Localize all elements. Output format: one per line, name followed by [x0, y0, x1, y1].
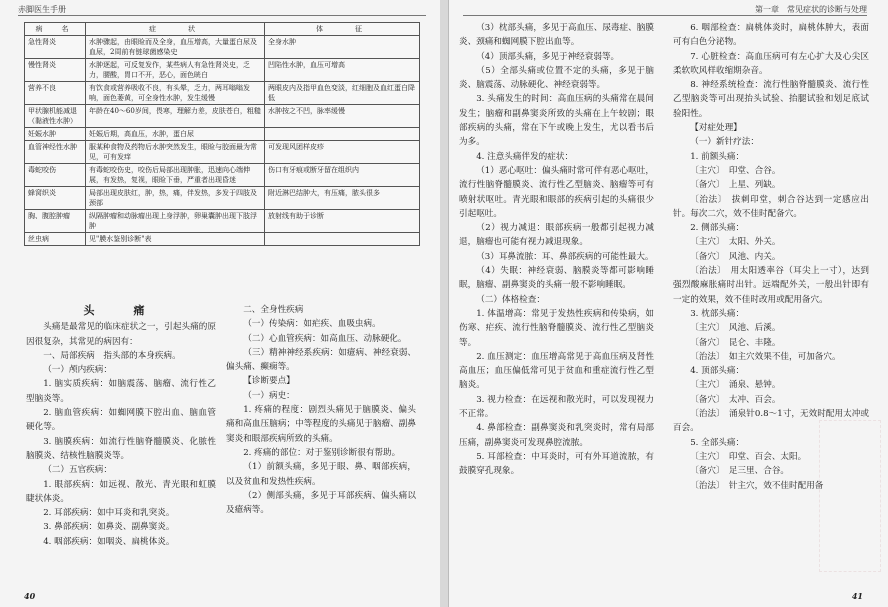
text-paragraph: 1. 脑实质疾病：如脑震荡、脑瘤、流行性乙型脑炎等。: [26, 379, 216, 404]
section-title: 头 痛: [83, 304, 159, 317]
table-cell: 放射线有助于诊断: [265, 210, 420, 233]
table-header-cell: 体 征: [265, 23, 420, 36]
text-paragraph: （一）新针疗法：: [690, 137, 759, 148]
table-cell: 凹陷性水肿，血压可增高: [265, 59, 420, 82]
text-paragraph: 〔治法〕 用太阳透率谷（耳尖上一寸），达到强烈酸麻胀痛时出针。远端配外关，一般出针即有一定的效果，效不佳时改用或配用备穴。: [673, 266, 869, 305]
right-page-number: 41: [851, 591, 863, 601]
text-paragraph: （5）全部头痛或位置不定的头痛，多见于脑炎、脑震荡、动脉硬化、神经衰弱等。: [459, 65, 654, 91]
text-paragraph: 〔治法〕 拔刺印堂，刺合谷达到一定感应出针。每次二穴，效不佳时配备穴。: [673, 194, 869, 219]
text-paragraph: 2. 疼痛的部位：对于鉴别诊断很有帮助。: [243, 447, 401, 458]
table-cell: 水肿骤起，由眼睑而及全身，血压增高，大量蛋白尿及血尿，2周前有链球菌感染史: [86, 36, 265, 59]
table-cell: 两眼皮内及指甲血色变淡，红细胞及血红蛋白降低: [265, 82, 420, 105]
text-paragraph: 〔主穴〕 涌泉、悬钟。: [690, 380, 781, 391]
text-paragraph: （2）视力减退：眼部疾病一般都引起视力减退，脑瘤也可能有视力减退现象。: [459, 223, 654, 248]
table-row: [25, 233, 420, 246]
table-cell: 营养不良: [25, 82, 86, 105]
text-paragraph: 〔治法〕 如主穴效果不佳，可加备穴。: [690, 351, 841, 362]
table-cell: 纵隔肿瘤和动脉瘤出现上身浮肿，卵巢囊肿出现下肢浮肿: [86, 210, 265, 233]
table-cell: 附近淋巴结肿大，有压痛，脓头很多: [265, 187, 420, 210]
table-cell: 胸、腹腔肿瘤: [25, 210, 86, 233]
text-paragraph: 〔备穴〕 上星、列缺。: [690, 180, 781, 191]
text-paragraph: 5. 全部头痛：: [690, 437, 745, 448]
table-cell: 丝虫病: [25, 233, 86, 246]
table-cell: 可发现风团样皮疹: [265, 141, 420, 164]
text-paragraph: 【诊断要点】: [243, 376, 295, 387]
left-page: [0, 0, 441, 607]
table-cell: 蜂窝织炎: [25, 187, 86, 210]
text-paragraph: 二、全身性疾病: [243, 305, 304, 315]
text-paragraph: 〔备穴〕 足三里、合谷。: [690, 466, 790, 477]
text-paragraph: （三）精神神经系疾病：如癔病、神经衰弱、偏头痛、癫痫等。: [226, 347, 416, 373]
left-page-number: 40: [24, 591, 36, 601]
right-running-header: 第一章 常见症状的诊断与处理: [755, 5, 867, 14]
text-paragraph: 〔备穴〕 风池、内关。: [690, 251, 781, 262]
table-cell: 见"膜水鉴别诊断"表: [86, 233, 265, 246]
text-paragraph: 〔主穴〕 印堂、合谷。: [690, 165, 781, 176]
watermark-stamp-icon: [819, 420, 881, 572]
table-cell: 甲状腺机能减退（黏液性水肿）: [25, 105, 86, 128]
text-paragraph: （二）心血管疾病：如高血压、动脉硬化。: [243, 333, 407, 344]
table-header-row: [25, 23, 420, 36]
table-row: [25, 164, 420, 187]
right-page: [448, 0, 888, 607]
table-cell: 妊娠后期，高血压，水肿，蛋白尿: [86, 128, 265, 141]
table-cell: 慢性肾炎: [25, 59, 86, 82]
text-paragraph: 1. 体温增高：常见于发热性疾病和传染病，如伤寒、疟疾、流行性脑脊髓膜炎、流行性乙型脑炎等。: [459, 308, 654, 348]
text-paragraph: 〔备穴〕 昆仑、丰隆。: [690, 337, 781, 348]
table-cell: 局部出现皮肤红，肿，热，痛，伴发热，多发于四肢及颈部: [86, 187, 265, 210]
text-paragraph: 2. 血压测定：血压增高常见于高血压病及肾性高血压；血压偏低常可见于贫血和重症流行性乙型脑炎。: [459, 351, 654, 391]
text-paragraph: （4）失眠：神经衰弱、脑膜炎等都可影响睡眠，脑瘤、副鼻窦炎的头痛一般不影响睡眠。: [459, 266, 654, 291]
table-cell: 急性肾炎: [25, 36, 86, 59]
text-paragraph: 〔治法〕 涌泉针0.8～1寸，无效时配用太冲或百会。: [673, 409, 869, 434]
text-paragraph: 【对症处理】: [690, 123, 742, 134]
table-cell: 伤口有牙痕或断牙留在组织内: [265, 164, 420, 187]
table-row: [25, 105, 420, 128]
text-paragraph: 2. 侧部头痛：: [690, 223, 745, 234]
table-row: [25, 187, 420, 210]
text-paragraph: 3. 头痛发生的时间：高血压病的头痛常在晨间发生；脑瘤和副鼻窦炎所致的头痛在上午较剧；眼部疾病的头痛，常在下午或晚上发生，尤以看书后为多。: [459, 94, 654, 148]
left-column-1: [26, 303, 216, 549]
table-cell: 有毒蛇咬伤史，咬伤后局部出现肿胀，迅速向心端伸展，有发热，复视，眼睑下垂，严重者出现昏迷: [86, 164, 265, 187]
book-gutter: [440, 0, 448, 607]
text-paragraph: 4. 注意头痛伴发的症状：: [476, 151, 574, 162]
table-cell: 血管神经性水肿: [25, 141, 86, 164]
text-paragraph: （3）枕部头痛，多见于高血压、尿毒症、脑膜炎、颈痛和蜘网膜下腔出血等。: [459, 23, 654, 48]
table-header-cell: 症 状: [86, 23, 265, 36]
table-cell: [265, 128, 420, 141]
table-cell: 年龄在40～60岁间，畏寒，理解力差，皮肤苍白，粗糙: [86, 105, 265, 128]
text-paragraph: 1. 疼痛的程度：剧烈头痛见于脑膜炎、偏头痛和高血压脑病；中等程度的头痛见于脑瘤、副鼻窦炎和眼部疾病所致的头痛。: [226, 405, 416, 444]
text-paragraph: 7. 心脏检查：高血压病可有左心扩大及心尖区柔软吹风样收缩期杂音。: [673, 51, 869, 76]
text-paragraph: 〔主穴〕 印堂、百会、太阳。: [690, 451, 807, 462]
text-paragraph: （1）恶心呕吐：偏头痛时常可伴有恶心呕吐，流行性脑脊髓膜炎、流行性乙型脑炎、脑瘤等可有喷射状呕吐。青光眼和眼部的疾病引起的头痛很少引起呕吐。: [459, 165, 654, 219]
right-header-rule: [463, 15, 867, 16]
text-paragraph: 〔备穴〕 太冲、百会。: [690, 394, 781, 405]
text-paragraph: 一、局部疾病 指头部的本身疾病。: [43, 350, 181, 361]
table-cell: 水肿按之不凹，脉率缓慢: [265, 105, 420, 128]
text-paragraph: （一）颅内疾病：: [43, 365, 112, 376]
text-paragraph: 〔主穴〕 太阳、外关。: [690, 237, 781, 248]
table-cell: 有饮食或营养吸收不良，有头晕，乏力，两耳嗡嗡发响，面色萎黄，可全身性水肿，发生缓慢: [86, 82, 265, 105]
text-paragraph: （1）前额头痛，多见于眼、鼻、咽部疾病，以及贫血和发热性疾病。: [226, 462, 416, 487]
table-row: [25, 36, 420, 59]
text-paragraph: （3）耳鼻流脓：耳、鼻部疾病的可能性最大。: [476, 251, 654, 262]
text-paragraph: （2）侧部头痛，多见于耳部疾病、偏头痛以及癔病等。: [226, 490, 416, 516]
left-header-rule: [18, 15, 426, 16]
right-column-1: [459, 21, 654, 479]
text-paragraph: 3. 脑膜疾病：如流行性脑脊髓膜炎、化脓性脑膜炎、结核性脑膜炎等。: [26, 436, 216, 461]
table-cell: 妊娠水肿: [25, 128, 86, 141]
text-paragraph: 头痛是最常见的临床症状之一，引起头痛的原因很复杂，其常见的病因有：: [26, 322, 216, 347]
text-paragraph: 1. 前额头痛：: [690, 151, 745, 162]
text-paragraph: 6. 咽部检查：扁桃体炎时，扁桃体肿大，表面可有白色分泌物。: [673, 23, 869, 48]
text-paragraph: 4. 咽部疾病：如咽炎、扁桃体炎。: [43, 536, 175, 547]
table-row: [25, 210, 420, 233]
text-paragraph: 〔治法〕 针主穴，效不佳时配用备: [690, 480, 824, 491]
text-paragraph: 4. 鼻部检查：副鼻窦炎和乳突炎时，常有局部压痛，副鼻窦炎可发现鼻腔流脓。: [459, 423, 654, 448]
table-cell: 毒蛇咬伤: [25, 164, 86, 187]
text-paragraph: 4. 顶部头痛：: [690, 366, 745, 377]
left-running-header: 赤脚医生手册: [18, 5, 66, 14]
text-paragraph: （一）病史：: [243, 390, 295, 401]
text-paragraph: 2. 脑血管疾病：如蜘网膜下腔出血、脑血管硬化等。: [26, 408, 216, 433]
text-paragraph: 8. 神经系统检查：流行性脑脊髓膜炎、流行性乙型脑炎等可出现抬头试验、抬腿试验和划足底试验阳性。: [673, 80, 869, 119]
table-cell: 服某种食物及药物后水肿突然发生，眼睑与胶面最为常见，可有发痒: [86, 141, 265, 164]
text-paragraph: 3. 鼻部疾病：如鼻炎、副鼻窦炎。: [43, 522, 175, 533]
table-row: [25, 82, 420, 105]
table-row: [25, 141, 420, 164]
text-paragraph: 1. 眼部疾病：如远视、散光、青光眼和虹膜睫状体炎。: [26, 479, 216, 504]
table-row: [25, 128, 420, 141]
text-paragraph: 3. 视力检查：在远视和散光时，可以发现视力不正常。: [459, 394, 654, 420]
table-cell: 水肿逐起，可反复发作，某些病人有急性肾炎史，乏力，腰酸，胃口不开，恶心，面色晄白: [86, 59, 265, 82]
text-paragraph: （一）传染病：如疟疾、血吸虫病。: [243, 319, 381, 330]
table-body: [25, 36, 420, 246]
text-paragraph: 2. 耳部疾病：如中耳炎和乳突炎。: [43, 508, 175, 519]
symptom-table: [24, 22, 420, 246]
text-paragraph: 〔主穴〕 风池、后溪。: [690, 323, 781, 334]
table-row: [25, 59, 420, 82]
text-paragraph: （4）顶部头痛，多见于神经衰弱等。: [476, 51, 620, 62]
text-paragraph: （二）五官疾病：: [43, 465, 112, 476]
table-cell: 全身水肿: [265, 36, 420, 59]
text-paragraph: 3. 枕部头痛：: [690, 308, 745, 319]
table-cell: [265, 233, 420, 246]
text-paragraph: 5. 耳部检查：中耳炎时，可有外耳道流脓，有鼓膜穿孔现象。: [459, 451, 654, 477]
table-header-cell: 病 名: [25, 23, 86, 36]
text-paragraph: （二）体格检查：: [476, 294, 545, 305]
left-column-2: [226, 303, 416, 517]
